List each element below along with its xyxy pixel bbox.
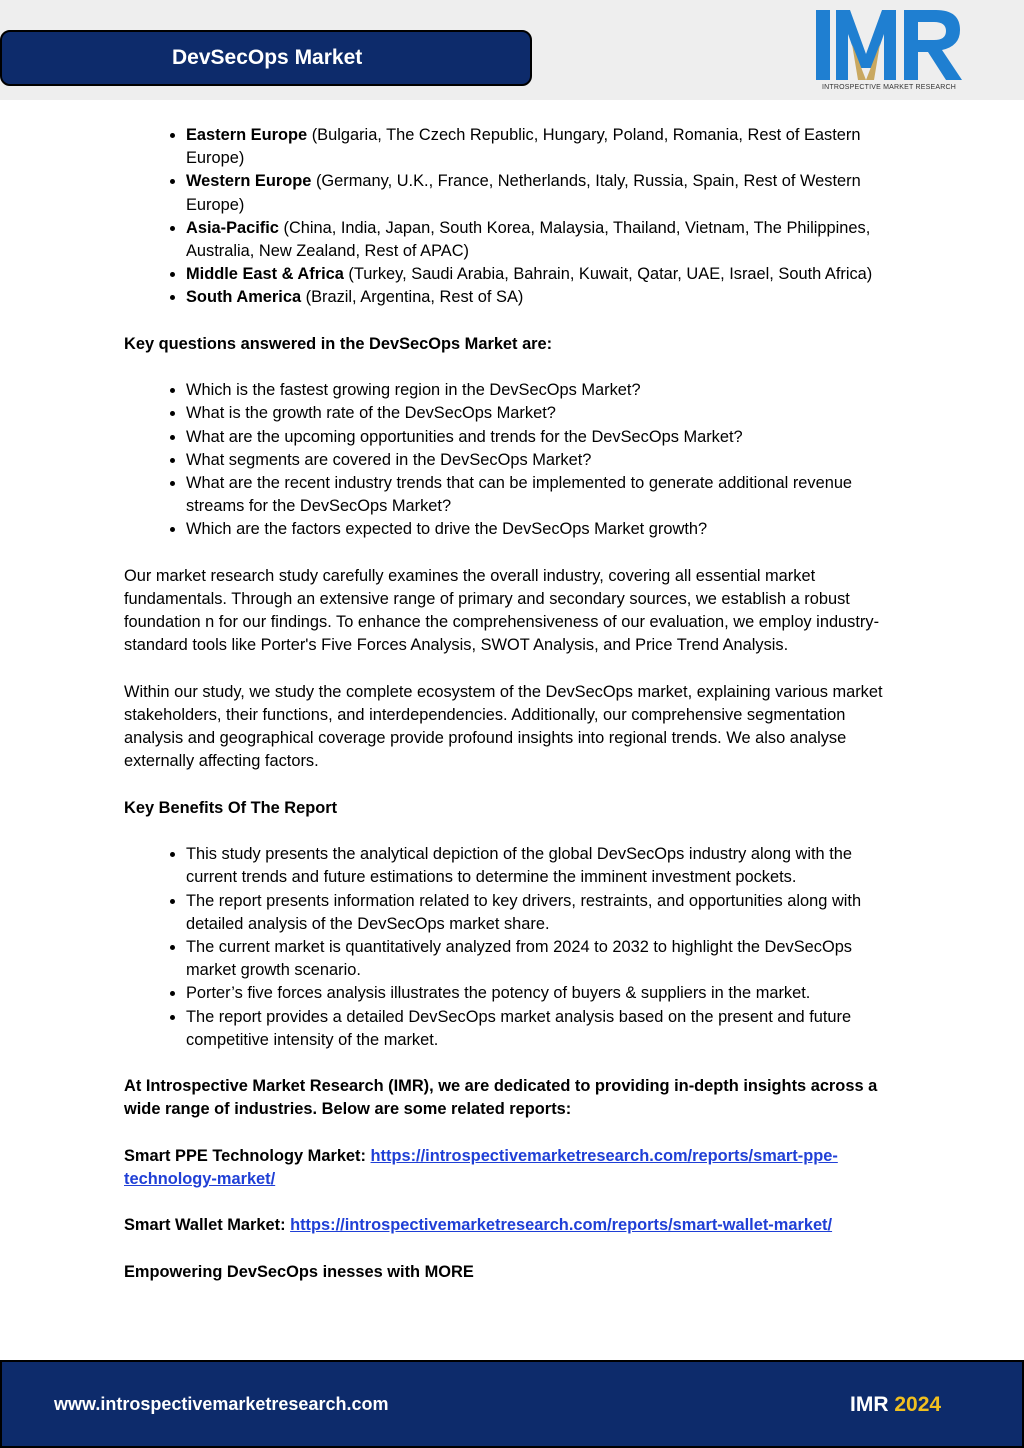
closing-line: Empowering DevSecOps inesses with MORE xyxy=(124,1262,474,1281)
region-detail: (China, India, Japan, South Korea, Malaysia, Thailand, Vietnam, The Philippines, Australia, New Zealand, Rest of APAC) xyxy=(186,218,871,261)
related-report-label: Smart PPE Technology Market: xyxy=(124,1146,371,1165)
list-item: • What segments are covered in the DevSecOps Market? xyxy=(186,449,904,472)
footer-brand xyxy=(850,1393,941,1417)
benefits-list xyxy=(124,843,904,1052)
list-item: • The report provides a detailed DevSecOps market analysis based on the present and future competitive intensity of the market. xyxy=(186,1006,904,1052)
list-item: • The current market is quantitatively analyzed from 2024 to 2032 to highlight the DevSecOps market growth scenario. xyxy=(186,936,904,982)
imr-logo xyxy=(814,8,964,96)
footer-website: www.introspectivemarketresearch.com xyxy=(54,1394,389,1414)
logo-tagline: INTROSPECTIVE MARKET RESEARCH xyxy=(821,84,957,91)
footer-year: 2024 xyxy=(894,1393,942,1416)
related-report-label: Smart Wallet Market: xyxy=(124,1216,291,1235)
region-name: Asia-Pacific xyxy=(186,218,279,237)
footer xyxy=(0,1360,1024,1448)
list-item: • Which are the factors expected to drive the DevSecOps Market growth? xyxy=(186,518,904,541)
region-name: Middle East & Africa xyxy=(186,265,344,284)
region-name: Eastern Europe xyxy=(186,126,308,144)
list-item: • What are the upcoming opportunities and trends for the DevSecOps Market? xyxy=(186,426,904,449)
list-item: • The report presents information related to key drivers, restraints, and opportunities along with detailed analysis of the DevSecOps market share. xyxy=(186,890,904,936)
list-item xyxy=(186,263,904,286)
main-content xyxy=(124,124,904,1284)
list-item: • What is the growth rate of the DevSecOps Market? xyxy=(186,402,904,425)
list-item: • This study presents the analytical depiction of the global DevSecOps industry along with the current trends and future estimations to determine the imminent investment pockets. xyxy=(186,843,904,889)
region-detail: (Brazil, Argentina, Rest of SA) xyxy=(301,288,524,307)
key-questions-list xyxy=(124,379,904,541)
document-title: DevSecOps Market xyxy=(0,30,532,86)
key-questions-heading: Key questions answered in the DevSecOps Market are: xyxy=(124,334,553,353)
list-item: • What are the recent industry trends that can be implemented to generate additional revenue streams for the DevSecOps Market? xyxy=(186,472,904,518)
paragraph-methodology: Our market research study carefully examines the overall industry, covering all essential market fundamentals. Through an extensive range of primary and secondary sources, we establish a robust foundation n for our findings. To enhance the comprehensiveness of our evaluation, we employ industry-standard tools like Porter's Five Forces Analysis, SWOT Analysis, and Price Trend Analysis. xyxy=(124,566,880,655)
list-item: • Porter’s five forces analysis illustrates the potency of buyers & suppliers in the market. xyxy=(186,982,904,1005)
benefits-heading: Key Benefits Of The Report xyxy=(124,798,338,817)
region-name: Western Europe xyxy=(186,172,312,191)
imr-logo-icon xyxy=(814,8,964,84)
related-report-link[interactable]: https://introspectivemarketresearch.com/reports/smart-ppe-technology-market/ xyxy=(124,1146,838,1189)
list-item xyxy=(186,286,904,309)
region-detail: (Bulgaria, The Czech Republic, Hungary, Poland, Romania, Rest of Eastern Europe) xyxy=(186,126,861,168)
related-report xyxy=(124,1145,904,1191)
related-report-link[interactable]: https://introspectivemarketresearch.com/reports/smart-wallet-market/ xyxy=(290,1216,833,1235)
list-item xyxy=(186,124,904,170)
paragraph-ecosystem: Within our study, we study the complete ecosystem of the DevSecOps market, explaining various market stakeholders, their functions, and interdependencies. Additionally, our comprehensive segmentation analysis and geographical coverage provide profound insights into regional trends. We also analyse externally affecting factors. xyxy=(124,682,883,771)
imr-statement: At Introspective Market Research (IMR), we are dedicated to providing in-depth insights across a wide range of industries. Below are some related reports: xyxy=(124,1077,878,1119)
related-report xyxy=(124,1214,904,1237)
region-list xyxy=(124,124,904,310)
list-item xyxy=(186,170,904,216)
region-detail: (Germany, U.K., France, Netherlands, Italy, Russia, Spain, Rest of Western Europe) xyxy=(186,172,861,214)
region-name: South America xyxy=(186,288,302,307)
footer-brand-name: IMR xyxy=(850,1393,889,1416)
list-item: • Which is the fastest growing region in the DevSecOps Market? xyxy=(186,379,904,402)
region-detail: (Turkey, Saudi Arabia, Bahrain, Kuwait, Qatar, UAE, Israel, South Africa) xyxy=(343,265,873,284)
list-item xyxy=(186,217,904,263)
